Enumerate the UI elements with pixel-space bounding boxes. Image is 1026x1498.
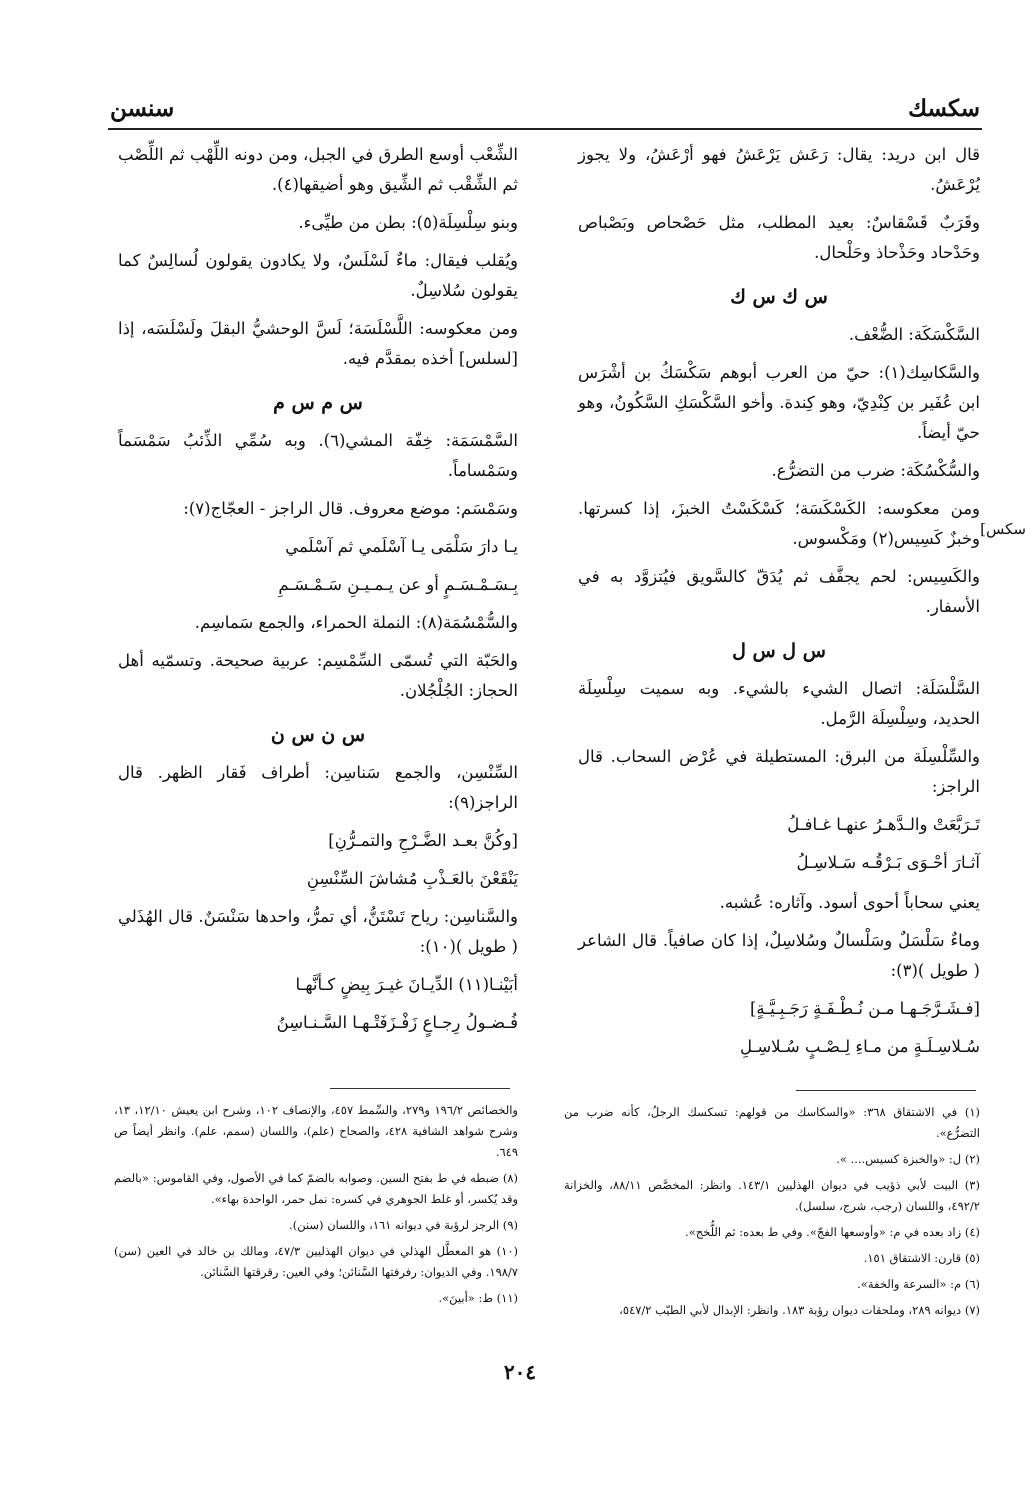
footnote: والخصائص ١٩٦/٢ و٢٧٩، والسِّمط ٤٥٧، والإنصاف ١٠٢، وشرح ابن يعيش ١٢/١٠، ١٣، وشرح شواهد الشافية ٤٢٨، والصحاح (علم)، واللسان (سمم، علم). وانظر أيضاً ص ٦٤٩. bbox=[114, 1103, 518, 1159]
footnote: (٣) البيت لأبي ذؤيب في ديوان الهذليين ١٤٣/١. وانظر: المخصَّص ٨٨/١١، والخزانة ٤٩٢/٢، واللسان (رجب، شرج، سلسل). bbox=[564, 1178, 980, 1213]
verse-line: يَنْقَعْنَ بالعَـذْبِ مُشاشَ السِّنْسِنِ bbox=[306, 869, 518, 888]
entry-text: والكَسِيس: لحم يجفَّف ثم يُدَقّ كالسَّويق فيُتزوَّد به في الأسفار. bbox=[578, 567, 980, 616]
root-heading: س ن س ن bbox=[270, 724, 366, 746]
root-heading: س ل س ل bbox=[732, 640, 826, 662]
footnote: (٢) ل: «والخبزة كسيس.... ». bbox=[836, 1152, 980, 1166]
entry-text: ومن معكوسه: الكَسْكَسَة؛ كَسْكَسْتُ الخبزَ، إذا كسرتها. وخبزٌ كَسِيس(٢) ومَكْسوس. bbox=[578, 499, 980, 548]
entry-text: ومن معكوسه: اللَّسْلَسَة؛ لَسَّ الوحشيُّ البقلَ ولَسْلَسَه، إذا [لسلس] أخذه بمقدَّم فيه. bbox=[118, 319, 518, 368]
footnotes-left bbox=[114, 1100, 518, 1314]
verse-line: أبَيْنـا(١١) الدِّيـانَ غيـرَ بِيضٍ كـأنَّهـا bbox=[295, 975, 518, 994]
entry-text: السَّكْسَكَة: الضُّعْف. bbox=[848, 325, 980, 344]
footnote: (١١) ط: «أبينَ». bbox=[438, 1291, 518, 1305]
entry-text: وقَرَبٌ قَسْقاسٌ: بعيد المطلب، مثل حَصْحاص وبَصْباص وحَدْحاد وحَذْحاذ وحَلْحال. bbox=[578, 213, 980, 262]
header-rule bbox=[108, 128, 982, 130]
entry-text: والسُّكْسُكَة: ضرب من التضرُّع. bbox=[771, 461, 980, 480]
page-number: ٢٠٤ bbox=[503, 1360, 537, 1384]
footnote: (٩) الرجز لرؤبة في ديوانه ١٦١، واللسان (سنن). bbox=[289, 1218, 518, 1232]
entry-text: والسُّمْسُمَة(٨): النملة الحمراء، والجمع سَماسِم. bbox=[194, 613, 518, 632]
footnote-rule-left bbox=[330, 1088, 510, 1089]
footnote: (٨) ضبطه في ط بفتح السين. وصوابه بالضمّ كما في الأصول، وفي القاموس: «بالضم وقد يُكسر، أو غلط الجوهري في كسره: نمل حمر، الواحدة بهاء». bbox=[114, 1171, 518, 1206]
footnote-rule-right bbox=[796, 1090, 976, 1091]
footnote: (١٠) هو المعطَّل الهذلي في ديوان الهذليين ٤٧/٣، ومالك بن خالد في العين (سن) ١٩٨/٧. وفي الديوان: رفرفتها السَّنائن؛ وفي العين: رقرقتها السَّنائن. bbox=[114, 1244, 518, 1279]
verse-line: يـا دارَ سَلْمَى يـا آسْلَمي ثم آسْلَمي bbox=[285, 537, 518, 556]
entry-text: السَّلْسَلَة: اتصال الشيء بالشيء. وبه سميت سِلْسِلَة الحديد، وسِلْسِلَة الرَّمل. bbox=[578, 679, 980, 728]
entry-text: وبنو سِلْسِلَة(٥): بطن من طيِّىء. bbox=[298, 213, 518, 232]
entry-text: والسِّلْسِلَة من البرق: المستطيلة في عُرْض السحاب. قال الراجز: bbox=[578, 747, 980, 796]
entry-text: وسَمْسَم: موضع معروف. قال الراجز - العجّاج(٧): bbox=[183, 499, 518, 518]
verse-line: سُـلاسِـلَـةٍ من مـاءِ لِـصْـبٍ سُـلاسِـلِ bbox=[739, 1037, 980, 1056]
entry-text: قال ابن دريد: يقال: رَعَش يَرْعَشُ فهو أرْعَشُ، ولا يجوز يُرْعَشُ. bbox=[578, 145, 980, 194]
left-column bbox=[118, 140, 518, 1046]
entry-text: والحَبّة التي تُسمّى السِّمْسِم: عربية صحيحة. وتسمّيه أهل الحجاز: الجُلْجُلان. bbox=[118, 651, 518, 700]
verse-line: فُـضـولُ رِجـاعٍ زَفْـزَفَتْـهـا السَّـنـاسِنُ bbox=[276, 1013, 518, 1032]
verse-line: [وكُنَّ بعـد الضَّـرْحِ والتمـرُّنِ] bbox=[328, 831, 518, 850]
verse-line: آثـارَ أحْـوَى بَـرْقُـه سَـلاسِـلُ bbox=[796, 853, 980, 872]
verse-line: [فـشَـرَّجَـهـا مـن نُـطْـفَـةٍ رَجَـبِـيَّـةٍ] bbox=[749, 999, 980, 1018]
running-head-right: سكسك bbox=[908, 95, 980, 122]
entry-text: والسَّكاسِك(١): حيّ من العرب أبوهم سَكْسَكُ بن أشْرَس ابن عُفَير بن كِنْدِيّ، وهو كِندة. وأخو السَّكْسَكِ السَّكُونُ، وهو حيّ أيضاً. bbox=[578, 363, 980, 442]
root-heading: س م س م bbox=[273, 392, 363, 414]
margin-cross-reference: سكس] bbox=[980, 520, 1026, 538]
footnotes-right bbox=[564, 1102, 980, 1326]
verse-line: تَـرَبَّعَتْ والـدَّهـرُ عنهـا غـافـلُ bbox=[787, 815, 980, 834]
footnote: (٧) ديوانه ٢٨٩، وملحقات ديوان رؤبة ١٨٣. وانظر: الإبدال لأبي الطيّب ٥٤٧/٢، bbox=[619, 1303, 980, 1317]
footnote: (٥) قارن: الاشتقاق ١٥١. bbox=[863, 1251, 980, 1265]
right-column bbox=[578, 140, 980, 1070]
footnote: (٤) زاد بعده في م: «وأوسعها الفجّ». وفي ط بعده: ثم اللُّخج». bbox=[685, 1225, 980, 1239]
entry-text: السَّمْسَمَة: خِفّة المشي(٦). وبه سُمِّي الذِّئبُ سَمْسَماً وسَمْساماً. bbox=[118, 431, 518, 480]
entry-text: ويُقلب فيقال: ماءٌ لَسْلَسٌ، ولا يكادون يقولون لُسالِسٌ كما يقولون سُلاسِلٌ. bbox=[118, 251, 518, 300]
running-head-left: سنسن bbox=[110, 95, 175, 122]
root-heading: س ك س ك bbox=[730, 286, 828, 308]
entry-text: والسَّناسِن: رياح تَسْتَنُّ، أي تمرُّ، واحدها سَنْسَنٌ. قال الهُذَلي ( طويل )(١٠): bbox=[118, 907, 518, 956]
footnote: (١) في الاشتقاق ٣٦٨: «والسكاسك من قولهم: تسكسك الرجلُ، كأنه ضرب من التضرُّع». bbox=[564, 1105, 980, 1140]
verse-line: بِـسَـمْـسَـمٍ أو عن يـمـيـنِ سَـمْـسَـمِ bbox=[278, 575, 518, 594]
footnote: (٦) م: «السرعة والخفة». bbox=[857, 1277, 980, 1291]
entry-text: السِّنْسِن، والجمع سَناسِن: أطراف فَقار الظهر. قال الراجز(٩): bbox=[118, 763, 518, 812]
entry-text: يعني سحاباً أحوى أسود. وآثاره: عُشبه. bbox=[719, 893, 980, 912]
entry-text: الشِّعْب أوسع الطرق في الجبل، ومن دونه اللِّهْب ثم اللِّصْب ثم الشِّقْب ثم الشِّيق وهو أضيقها(٤). bbox=[118, 145, 518, 194]
entry-text: وماءٌ سَلْسَلٌ وسَلْسالٌ وسُلاسِلٌ، إذا كان صافياً. قال الشاعر ( طويل )(٣): bbox=[578, 931, 980, 980]
